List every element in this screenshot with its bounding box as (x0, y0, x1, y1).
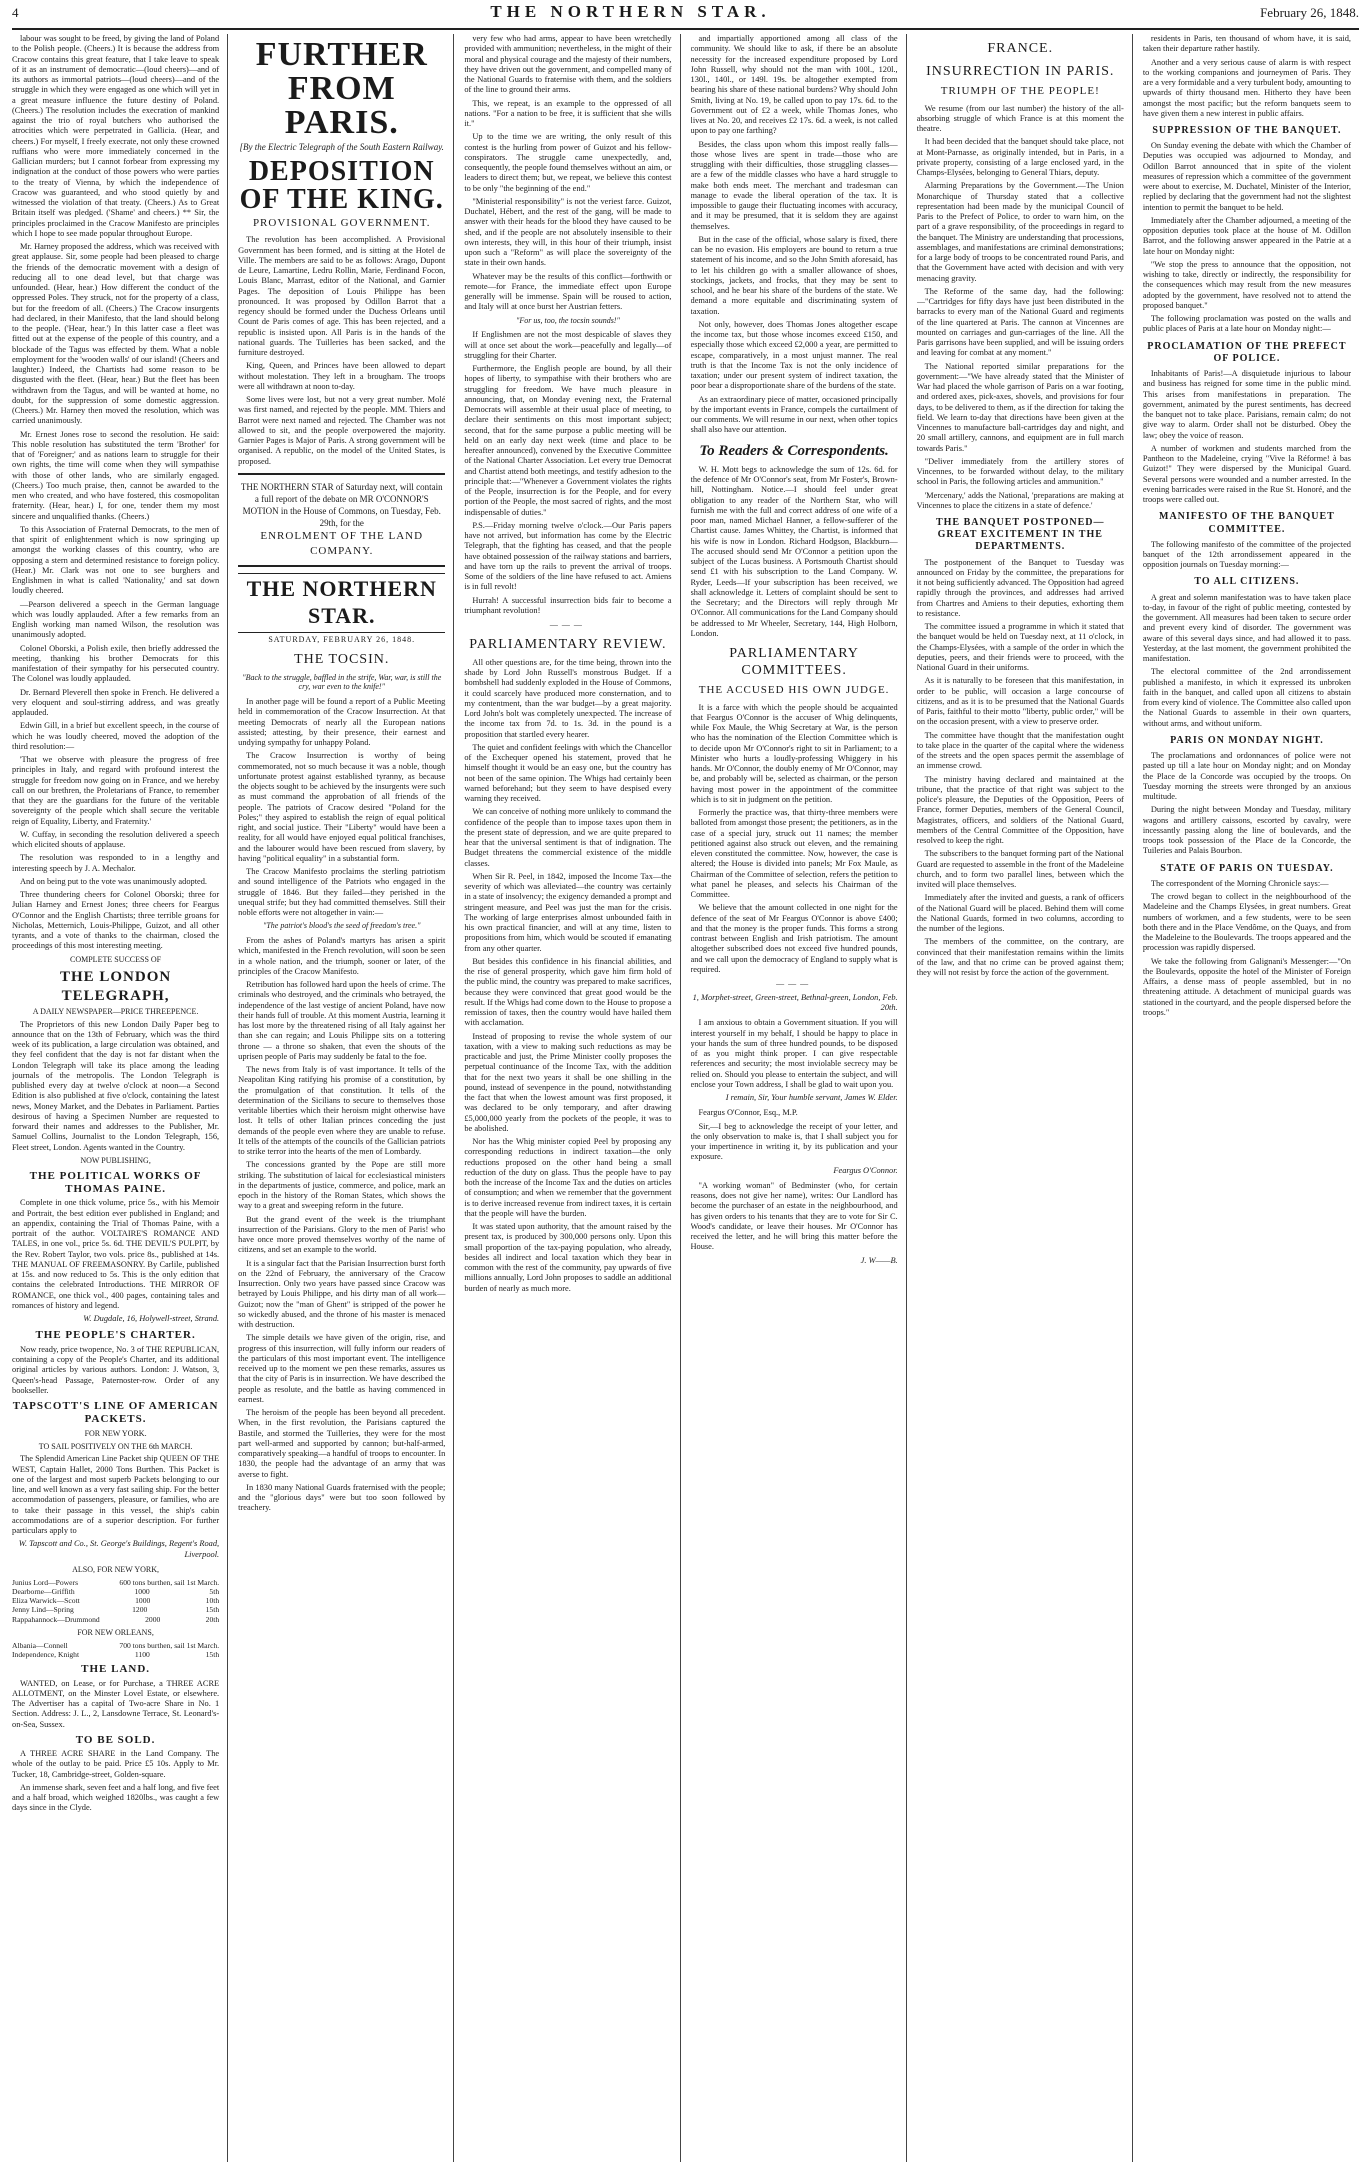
letter-body: I am anxious to obtain a Government situation. If you will interest yourself in my behalf, I should be happy to place in your hands the sum of three hundred pounds, to be disposed of as you might think proper. I can give respectable references and security; the most inviolable secrecy may be relied on. Should you please to entertain the subject, and will enclose your Town address, I shall be glad to wait upon you. (690, 1018, 898, 1089)
section-heading: PARLIAMENTARY COMMITTEES. (729, 646, 859, 679)
notice-box (238, 473, 445, 567)
article-paragraph: residents in Paris, ten thousand of whom have, it is said, taken their departure rather hastily. (1142, 34, 1351, 54)
section-heading: TO ALL CITIZENS. (1194, 576, 1300, 588)
ad-subtitle: FOR NEW YORK. (84, 1428, 147, 1438)
ad-body: The Proprietors of this new London Daily Paper beg to announce that on the 13th of February, which was the third week of its publication, a large circulation was obtained, and they feel confident that the day is not far distant when the London Telegraph will take its place among the leading journals of the metropolis. The London Telegraph is published every day at twelve o'clock at noon—a Second Edition is also published at five o'clock, containing the latest news, Money Market, and the Debates in Parliament. Parties desirous of having a Specimen Number are requested to forward their names and addresses to the Publisher, Mr. Samuel Collins, Journalist to the London Telegraph, 156, Fleet street, London. Agents wanted in the Country. (12, 1019, 220, 1152)
column-3 (464, 34, 680, 2162)
article-paragraph: The committee have thought that the manifestation ought to take place in the quarter of the capital where the wideness of the streets and the open spaces permit the assemblage of an immense crowd. (916, 730, 1124, 771)
section-heading: PROCLAMATION OF THE PREFECT OF POLICE. (1147, 340, 1347, 364)
ad-subtitle: A DAILY NEWSPAPER—PRICE THREEPENCE. (32, 1006, 199, 1016)
newspaper-title: THE NORTHERN STAR. (490, 2, 771, 21)
article-paragraph: Besides, the class upon whom this impost really falls—those whose lives are spent in trade—those who are struggling with their difficulties, those struggling classes—are a few of the middle classes who have a hard struggle to make both ends meet. The merchant and tradesman can manage to evade the liberal operation of the tax. It is impossible to gauge their fluctuating incomes with accuracy, and it may be presumed, that it is seldom they are against themselves. (690, 139, 898, 231)
ad-signature: W. Dugdale, 16, Holywell-street, Strand. (83, 1314, 220, 1324)
ad-body: WANTED, on Lease, or for Purchase, a THREE ACRE ALLOTMENT, on the Minster Lovel Estate, or elsewhere. The Advertiser has a capital of Two-acre Share in No. 1 Section. Address: J. L., 2, Lansdowne Terrace, St. Leonard's-on-Sea, Sussex. (12, 1678, 220, 1729)
section-heading: SUPPRESSION OF THE BANQUET. (1152, 125, 1342, 136)
article-paragraph: But the grand event of the week is the triumphant insurrection of the Parisians. Glory to the men of Paris! who have once more proved themselves worthy of the name of citizens, and set an example to the world. (238, 1214, 446, 1255)
article-paragraph: It is a singular fact that the Parisian Insurrection burst forth on the 22nd of February, the anniversary of the Cracow Insurrection. Only two years have passed since Cracow was betrayed by Louis Philippe, and his dirty man of all work—Guizot; now the "man of Ghent" is stripped of the power he so wickedly abused, and the throne of his master is menaced with destruction. (238, 1258, 446, 1330)
letter-body: Sir,—I beg to acknowledge the receipt of your letter, and the only observation to make is, that I shall subject you for your impertinence in writing it, by its publication and your exposure. (690, 1121, 898, 1162)
article-paragraph: Edwin Gill, in a brief but excellent speech, in the course of which he was loudly cheered, moved the adoption of the third resolution:— (12, 721, 220, 751)
nameplate-title: THE NORTHERN STAR. (238, 573, 445, 633)
ad-subtitle: ALSO, FOR NEW YORK, (72, 1564, 160, 1574)
column-2 (238, 34, 454, 2162)
columns (12, 34, 1359, 2162)
article-paragraph: We resume (from our last number) the history of the all-absorbing struggle of which France is at this moment the theatre. (916, 103, 1124, 134)
section-heading: THE BANQUET POSTPONED—GREAT EXCITEMENT IN THE DEPARTMENTS. (935, 517, 1105, 553)
article-paragraph: "A working woman" of Bedminster (who, for certain reasons, does not give her name), writes: Our Landlord has become the purchaser of an estate in the neighbourhood, and has given orders to his tenants that they are to vote for Sir C. Wood's candidate, or leave their houses. Mr O'Connor has received the letter, and he will bring this matter before the House. (690, 1180, 898, 1252)
ad-body: Complete in one thick volume, price 5s., with his Memoir and Portrait, the best edition ever published in England; and an appendix, containing the Trial of Thomas Paine, with a portrait of the author. VOLTAIRE'S ROMANCE AND TALES, in one vol., price 5s. 6d. THE DEVIL'S PULPIT, by the Rev. Robert Taylor, two vols. price 8s., published at 14s. THE MANUAL OF FREEMASONRY. By Carlile, published at 15s. and now reduced to 5s. This is the only edition that contains the celebrated Introductions. THE MIRROR OF ROMANCE, one thick vol., 400 pages, containing tales and romances of history and legend. (12, 1198, 220, 1310)
article-paragraph: Not only, however, does Thomas Jones altogether escape the income tax, but those whose incomes exceed £150, and especially those which exceed £2,000 a year, are permitted to escape, comparatively, in a most unjust manner. The real truth is that the Income Tax is not the only incidence of taxation; under our present system of indirect taxation, the poor bear a disproportionate share of the burdens of the state. (690, 319, 898, 391)
ad-title: THE POLITICAL WORKS OF THOMAS PAINE. (29, 1169, 202, 1195)
article-paragraph: If Englishmen are not the most despicable of slaves they will at once set about the work—peacefully and legally—of struggling for their Charter. (464, 330, 672, 360)
letter-signature: J. W——B. (860, 1255, 898, 1265)
editorial-nameplate (238, 573, 445, 644)
article-paragraph: To this Association of Fraternal Democrats, to the men of that spirit of enlightenment which is now springing up amongst the working classes of this country, who are opposing a stern and determined resistance to foreign policy. (Hear.) Mr. Clark was not one to see burghers and Englishmen in what is called 'Nationality,' and sat down loudly cheered. (12, 524, 220, 596)
article-paragraph: Immediately after the Chamber adjourned, a meeting of the opposition deputies took place at the house of M. Odillon Barrot, and the following answer appeared in the Patrie at a late hour on Monday night: (1142, 215, 1351, 256)
article-paragraph: Hurrah! A successful insurrection bids fair to become a triumphant revolution! (464, 595, 672, 615)
ad-subtitle: FOR NEW ORLEANS, (77, 1627, 154, 1637)
article-paragraph: The concessions granted by the Pope are still more striking. The substitution of laical for ecclesiastical ministers in the departments of justice, commerce, and police, mark an epoch in the history of the Roman States, which shows the way to a great and sweeping reform in the future. (238, 1160, 446, 1211)
sailing-schedule (12, 1641, 219, 1660)
article-paragraph: Some lives were lost, but not a very great number. Molé was first named, and rejected by the people. MM. Thiers and Barrot were next named and rejected. The Chamber was not allowed to sit, and the people overpowered the majority. Garnier Pages is Major of Paris. A strong government will be organised. A republic, on the model of the United States, is proposed. (238, 395, 446, 466)
article-paragraph: The following proclamation was posted on the walls and public places of Paris at a late hour on Monday night:— (1142, 314, 1351, 334)
letter-signature: Feargus O'Connor. (833, 1165, 898, 1175)
separator: ——— (549, 620, 586, 629)
section-heading: MANIFESTO OF THE BANQUET COMMITTEE. (1159, 511, 1335, 535)
issue-date: February 26, 1848. (1260, 5, 1359, 20)
article-paragraph: But besides this confidence in his financial abilities, and the rise of general prosperity, which gave him firm hold of the public mind, the country was prepared to make sacrifices, because they were convinced that great good would be the result. If the Whigs had come down to the House to propose a remission of taxes, then the country would have hailed them with acclamation. (464, 956, 672, 1028)
page-number: 4 (12, 5, 19, 20)
ad-body: The Splendid American Line Packet ship QUEEN OF THE WEST, Captain Hallet, 2000 Tons Burthen. This Packet is one of the largest and most superb Packets belonging to our line, and well known as a very fast sailing ship. For the better accommodation of passengers, pleasure, or families, who are to take their passage in this vessel, the ship's cabin accommodations are of a superior description. For further particulars apply to (12, 1454, 220, 1536)
article-paragraph: The members of the committee, on the contrary, are convinced that their manifestation remains within the limits of the law, and that no crime can be proved against them; they will not resist by force the action of the government. (916, 937, 1124, 978)
article-paragraph: Three thundering cheers for Colonel Oborski; three for Julian Harney and Ernest Jones; three cheers for Feargus O'Connor and the English Chartists; three terrible groans for Nicholas, Metternich, Louis-Philippe, Guizot, and all other tyrants, and a vote of thanks to the chairman, closed the proceedings of this most interesting meeting. (12, 890, 220, 951)
article-paragraph: King, Queen, and Princes have been allowed to depart without molestation. They left in a brougham. The troops were all withdrawn at noon to-day. (238, 361, 446, 391)
article-paragraph: Retribution has followed hard upon the heels of crime. The criminals who destroyed, and the criminals who betrayed, the independence of the last vestige of ancient Poland, have now their hands full of trouble. At this moment Austria, learning it has lost more by the threatened rising of all Italy against her than she can regain; and Louis Philippe sits on a tottering throne — a throne so shaken, that even the shouts of the uprisen people of Paris may suddenly be fatal to the foe. (238, 980, 446, 1061)
column-1 (12, 34, 228, 2162)
section-heading: PARLIAMENTARY REVIEW. (469, 636, 667, 652)
column-4 (691, 34, 907, 2162)
article-paragraph: The Reforme of the same day, had the following:—"Cartridges for fifty days have just been distributed in the barracks to every man of the National Guard and regiments of the line quartered at Paris. The cannon at Vincennes are mounted on carriages and gun-carriages of the line. All the Paris garrisons have been supplied, and will be issuing orders and leaving for combat at any moment." (916, 286, 1124, 358)
schedule-row: Albania—Connell 700 tons burthen, sail 1st March. (12, 1640, 220, 1650)
article-paragraph: In another page will be found a report of a Public Meeting held in commemoration of the Cracow Insurrection. At that meeting Democrats of nearly all the European nations assisted; attesting, by their presence, their earnest and undying sympathy for unhappy Poland. (238, 697, 446, 748)
section-heading: PARIS ON MONDAY NIGHT. (1170, 734, 1324, 746)
letter-address: 1, Morphet-street, Green-street, Bethnal-green, London, Feb. 20th. (692, 992, 898, 1013)
article-paragraph: During the night between Monday and Tuesday, military wagons and artillery caissons, escorted by cavalry, were incessantly passing along the line of boulevards, and the troops took possession of the Place de la Concorde, the Tuileries and Palais Bourbon. (1142, 805, 1351, 856)
article-paragraph: It is a farce with which the people should be acquainted that Feargus O'Connor is the accuser of Whig delinquents, while Fox Maule, the Whig Secretary at War, is the person who has the nomination of the Election Committee which is to decide upon Mr O'Connor's right to sit in Parliament; to a Minister who hurts a loudly-professing Whiggery in his hands. Mr O'Connor, the doubly enemy of Mr O'Connor, may be, and probably will be, selected as chairman, or the person having most power in the appointment of the committee which is to sit in judgment on the petition. (690, 702, 898, 804)
article-paragraph: W. Cuffay, in seconding the resolution delivered a speech which elicited shouts of applause. (12, 829, 220, 849)
section-heading: STATE OF PARIS ON TUESDAY. (1160, 862, 1334, 874)
article-paragraph: labour was sought to be freed, by giving the land of Poland to the Polish people. (Cheers.) It is because the address from Cracow contains this great feature, that I take leave to speak of it as an instrument of democratic—(loud cheers)—and of its authors as immortal patriots—(loud cheers)—and of the struggle in which they were engaged as one which will yet in a great measure influence the future destiny of Poland. (Cheers.) The resolution includes the execration of mankind against the trio of royal butchers who authorised the atrocities which were perpetrated in Gallicia. (Hear, and cheers.) For myself, I freely execrate, not only these crowned ruffians who were more immediately concerned in the Gallician murders; but I cannot forbear from expressing my indignation at the conduct of those powers who were parties to the treaty of Vienna, by which the independence of Cracow was guaranteed, and who stood quietly by and witnessed the violation of that treaty. (Cheers.) As to Great Britain itself was pledged. ('Shame' and cheers.) ** Sir, the principles proclaimed in the Cracow Manifesto are principles which I hope to see made popular throughout Europe. (12, 34, 220, 238)
subheadline: PROVISIONAL GOVERNMENT. (252, 216, 431, 229)
ad-pretitle: COMPLETE SUCCESS OF (70, 954, 162, 964)
notice-text: THE NORTHERN STAR of Saturday next, will contain a full report of the debate on MR O'CONNOR'S MOTION in the House of Commons, on Tuesday, Feb. 29th, for the (240, 481, 443, 529)
article-paragraph: Dr. Bernard Pleverell then spoke in French. He delivered a very eloquent and soul-stirring address, and was greatly applauded. (12, 687, 220, 717)
article-paragraph: We take the following from Galignani's Messenger:—"On the Boulevards, opposite the hotel of the Minister of Foreign Affairs, a dense mass of people assembled, but in no threatening attitude. A detachment of municipal guards was stationed in the courtyard, and the people dispersed before the troops." (1142, 956, 1351, 1017)
article-paragraph: Mr. Harney proposed the address, which was received with great applause. Sir, some people had been pleased to charge the friends of the democratic movement with a design of reducing all to one dead level, but that charge was unfounded. (Hear, hear.) How different the conduct of the oppressed Poles. They struck, not for the property of a class, but for the freedom of all. (Cheers.) The Cracow insurgents had declared, in their Manifesto, that the land should belong to the people. ('Hear, hear.') In this latter case a fleet was fitted out at the expense of the people of this country, and a blockade of the Tagus was effected by them. What a noble employment for the 'wooden walls' of our island! (Cheers and laughter.) Indeed, the Chartists had some reason to be disgusted with the fleet. (Hear, hear.) But the fleet has been withdrawn from the Tagus, and will be wanted at home, no doubt, for the suppression of some domestic aggression. (Cheers.) Mr. Harney then moved the resolution, which was carried unanimously. (12, 242, 220, 426)
byline: [By the Electric Telegraph of the South Eastern Railway. (239, 142, 444, 152)
article-paragraph: On Sunday evening the debate with which the Chamber of Deputies was occupied was adjourned to Monday, and Odillon Barrot announced that in spite of the violent measures of repression which a committee of the government were about to exercise, M. Duchatel, Minister of the Interior, replied by declaring that the government had not the slightest intention to permit the banquet to be held. (1142, 141, 1351, 212)
ad-title: TAPSCOTT'S LINE OF AMERICAN PACKETS. (12, 1400, 219, 1426)
schedule-row: Eliza Warwick—Scott 1000 10th (12, 1596, 220, 1606)
article-paragraph: The ministry having declared and maintained at the tribune, that the practice of that right was subject to the police's pleasure, the Deputies of the Opposition, Peers of France, former Deputies, members of the General Council, Magistrates, officers, and soldiers of the National Guard, members of the Central Committee of the Opposition, have resolved to keep the right. (916, 774, 1124, 846)
headline: INSURRECTION IN PARIS. (926, 64, 1115, 80)
article-paragraph: As it is naturally to be foreseen that this manifestation, in order to be public, will occasion a large concourse of citizens, and as it is to be presumed that the National Guards of Paris, faithful to their motto "liberty, public order," will be on the occasion present, with a view to preserve order. (916, 676, 1124, 727)
headline: FURTHER FROM PARIS. (255, 36, 428, 141)
article-paragraph: A great and solemn manifestation was to have taken place to-day, in favour of the right of public meeting, contested by the government. All measures had been taken to secure order and prevent every kind of disorder. The government was aware of this several days since, and had allowed it to pass. Yesterday, at the last moment, the government prohibited the manifestation. (1142, 592, 1351, 664)
article-paragraph: The correspondent of the Morning Chronicle says:— (1150, 878, 1329, 888)
article-paragraph: Nor has the Whig minister copied Peel by proposing any corresponding reductions in indirect taxation—the only reductions proposed on the other hand being a small reduction of the duty on glass. Thus the people have to pay both the increase of the Income Tax and the duties on articles of consumption; and when we remember that the government is to derive increased revenue from indirect taxes, it is certain that the people will have the burden. (464, 1137, 672, 1218)
article-paragraph: From the ashes of Poland's martyrs has arisen a spirit which, manifested in the French revolution, will soon be seen in a whole nation, and the triumph, sooner or later, of the principles of the Cracow Manifesto. (238, 936, 446, 976)
letter-signature: I remain, Sir, Your humble servant, James W. Elder. (725, 1093, 898, 1103)
ad-subtitle: TO SAIL POSITIVELY ON THE 6th MARCH. (38, 1441, 193, 1451)
article-paragraph: Immediately after the invited and guests, a rank of officers of the National Guard will be placed. Behind them will come the National Guards, formed in two columns, according to the number of the legions. (916, 893, 1124, 934)
nameplate-date: SATURDAY, FEBRUARY 26, 1848. (268, 634, 416, 644)
article-paragraph: The quiet and confident feelings with which the Chancellor of the Exchequer opened his statement, proved that he himself thought it would be an easy one, but the country has not been of the same opinion. The Whigs had certainly been warned beforehand; but they seem to have despised every warning they received. (464, 742, 672, 804)
article-paragraph: very few who had arms, appear to have been wretchedly provided with ammunition; nevertheless, in the might of their moral and physical courage and the majesty of their numbers, they have driven out the government, and compelled many of the National Guards to fraternise with them, and the soldiers of the line to ground their arms. (464, 34, 672, 95)
section-heading: FRANCE. (987, 41, 1054, 56)
article-paragraph: We believe that the amount collected in one night for the defence of the seat of Mr Feargus O'Connor is above £400; and that the money is the proper funds. This forms a strong contrast between English and Irish patriotism. The amount altogether subscribed does not exceed five hundred pounds, and we call upon the democracy of England to supply what is required. (690, 903, 898, 974)
quote: "The patriot's blood's the seed of freedom's tree." (263, 921, 421, 931)
ad-body: A THREE ACRE SHARE in the Land Company. The whole of the outlay to be paid. Price £5 10s. Apply to Mr. Tucker, 18, Cambridge-street, Golden-square. (12, 1749, 220, 1779)
article-paragraph: Up to the time we are writing, the only result of this contest is the hurling from power of Guizot and his fellow-conspirators. The struggle came unexpectedly, and, consequently, the people found themselves without an aim, or leaders to direct them; but, we repeat, we believe this contest to be only "the beginning of the end." (464, 132, 672, 193)
masthead-rule (12, 28, 1359, 30)
article-paragraph: "Deliver immediately from the artillery stores of Vincennes, to be forwarded without delay, to the military school in Paris, the following articles and ammunition." (916, 456, 1124, 487)
notice-title: ENROLMENT OF THE LAND COMPANY. (260, 530, 424, 558)
article-paragraph: The news from Italy is of vast importance. It tells of the Neapolitan King ratifying his promise of a constitution, by the promulgation of that constitution. It tells of the determination of the Sicilians to secure to themselves those veritable liberties which their heroism might otherwise have lost. It tells of other Italian princes conceding the just demands of the people even where they are unable to refuse. It tells of the attempts of the councils of the Gallician patriots to strike terror into the hearts of the men of Lombardy. (238, 1065, 446, 1157)
ad-body: Now ready, price twopence, No. 3 of THE REPUBLICAN, containing a copy of the People's Charter, and its additional original articles by various authors. London: J. Watson, 3, Queen's-head Passage, Paternoster-row. Order of any bookseller. (12, 1344, 220, 1395)
schedule-row: Junius Lord—Powers 600 tons burthen, sail 1st March. (12, 1577, 220, 1587)
article-paragraph: The subscribers to the banquet forming part of the National Guard are requested to assemble in the front of the Madeleine church, and to form two parallel lines, between which the invited will place themselves. (916, 849, 1124, 890)
article-paragraph: This, we repeat, is an example to the oppressed of all nations. "For a nation to be free, it is sufficient that she wills it." (464, 98, 672, 128)
article-paragraph: It had been decided that the banquet should take place, not at Mont-Parnasse, as originally intended, but in Paris, in a private property, consisting of a large enclosed yard, in the Champs-Elysées, belonging to General Thiars, deputy. (916, 137, 1124, 178)
article-paragraph: We can conceive of nothing more unlikely to command the confidence of the people than to impose taxes upon them in the present state of depression, and we are quite prepared to hear that the universal sentiment is that of indignation. The Budget threatens the commercial existence of the middle classes. (464, 807, 672, 868)
column-6 (1143, 34, 1359, 2162)
article-paragraph: The Cracow Insurrection is worthy of being commemorated, not so much because it was a noble, though unfortunate protest against established tyranny, as because the objects sought to be achieved by the insurgents were such as must command the approbation of all friends of the people. The patriots of Cracow desired "Poland for the Poles;" they aspired to establish the reign of equal political right, and social justice. Their "Liberty" would have been a reality, for all would have enjoyed equal political franchises, and the labourer would have been rescued from slavery, by having "political equality" in a substantial form. (238, 751, 446, 863)
article-paragraph: 'Mercenary,' adds the National, 'preparations are making at Vincennes to place the citizens in a state of defence.' (916, 490, 1124, 510)
separator: ——— (776, 979, 813, 989)
article-paragraph: "Ministerial responsibility" is not the veriest farce. Guizot, Duchatel, Hébert, and the rest of the gang, will be made to answer with their heads for the blood they have caused to be shed, and if the people are not absolutely insensible to their own interests, they will, in this hour of their triumph, insist upon such a "Reform" as will place the sovereignty of the state in their own hands. (464, 196, 672, 268)
article-paragraph: The Cracow Manifesto proclaims the sterling patriotism and sound intelligence of the Patriots who engaged in the struggle of 1846. But they failed—they perished in the unequal strife; but they had committed themselves. Still their noble efforts were not altogether in vain:— (238, 867, 446, 918)
article-paragraph: The simple details we have given of the origin, rise, and progress of this insurrection, will fully inform our readers of the particulars of this most important event. The intelligence received up to the moment we pen these remarks, assures us that the city of Paris is in insurrection. We have described the people as resolute, and the battle as having commenced in earnest. (238, 1333, 446, 1404)
article-paragraph: The following manifesto of the committee of the projected banquet of the 12th arrondissement appeared in the opposition journals on Tuesday morning:— (1142, 539, 1351, 570)
article-paragraph: Formerly the practice was, that thirty-three members were balloted from amongst those present; the petitioners, as in the case of a special jury, struck out 11 names; the member petitioned against also struck out eleven, and the remaining eleven constituted the committee. Now, however, the case is altered; the House is divided into panels; Mr Fox Maule, as Chairman of the Committee of selection, refers the petition to what panel he pleases, and selects his Chairman of the Committee. (690, 808, 898, 900)
article-paragraph: Colonel Oborski, a Polish exile, then briefly addressed the meeting, thanking his brother Democrats for this manifestation of their sympathy for his persecuted country. The Colonel was loudly applauded. (12, 643, 220, 684)
schedule-row: Jenny Lind—Spring 1200 15th (12, 1605, 220, 1615)
ad-signature: W. Tapscott and Co., St. George's Buildings, Regent's Road, Liverpool. (18, 1539, 220, 1559)
column-5 (917, 34, 1133, 2162)
section-heading: To Readers & Correspondents. (699, 442, 889, 459)
article-paragraph: It was stated upon authority, that the amount raised by the present tax, is produced by 300,000 persons only. Upon this small proportion of the tax-paying population, who already, besides all indirect and local taxation which they bear in common with the rest of the community, pay upwards of five millions annually, Lord John proposes to saddle an additional burden of nearly as much more. (464, 1222, 672, 1293)
article-paragraph: The committee issued a programme in which it stated that the banquet would be held on Tuesday next, at 11 o'clock, in the Champs-Elysées, with a sample of the order in which the deputies, peers, and their friends were to proceed, with the National Guard in their uniforms. (916, 622, 1124, 673)
article-paragraph: Furthermore, the English people are bound, by all their hopes of liberty, to sympathise with their brothers who are struggling for freedom. We have much pleasure in announcing, that, on Monday evening next, the Fraternal Democrats will assemble at their usual place of meeting, to declare their sentiments on this most important subject; second, that for the same purpose a public meeting will be held on an early day next week (time and place to be hereafter announced), convened by the Executive Committee of the National Charter Association. Let every true Democrat and Chartist attend both meetings, and testify adhesion to the principle that:—"Whenever a Government violates the rights of the People, insurrection is for the People, and for every portion of the People, the most sacred of rights, and the most indispensable of duties." (464, 364, 672, 517)
masthead (12, 0, 1359, 28)
article-paragraph: Alarming Preparations by the Government.—The Union Monarchique of Thursday stated that a collective representation had been made by the municipal Council of Paris to the Prefect of Police, to order to warn him, on the part of a grave responsibility, of the proceedings in regard to the banquet. The Ministry are understanding that processions, assemblages, and manifestations are criminal demonstrations; for a large body of troops to be concentrated round Paris, and that the Government have acted with decision and with very menacing gravity. (916, 181, 1124, 283)
article-paragraph: In 1830 many National Guards fraternised with the people; and the "glorious days" were but too soon followed by treachery. (238, 1482, 446, 1513)
ad-title: TO BE SOLD. (75, 1733, 156, 1746)
article-paragraph: The resolution was responded to in a lengthy and interesting speech by J. A. Mechalor. (12, 853, 220, 873)
article-paragraph: The revolution has been accomplished. A Provisional Government has been formed, and is sitting at the Hotel de Ville. The members are said to be as follows: Arago, Dupont de Leure, Lamartine, Ledru Rollin, Marie, Ferdinand Focon, Louis Blanc, Marrast, editor of the National, and Garnier Pages. The deposition of Louis Philippe has been pronounced. It was proposed by Odillon Barrot that a regency should be formed under the Duchess Orleans until Count de Paris comes of age. This has been rejected, and a republic is insisted upon. All Paris is in the hands of the national guards. The Tuilleries has been sacked, and the furniture destroyed. (238, 235, 446, 358)
article-paragraph: The postponement of the Banquet to Tuesday was announced on Friday by the committee, the preparations for it not being sufficiently advanced. The Opposition had agreed rapidly through the provinces, and addresses had arrived from Chartres and Amiens to their deputies, exhorting them to resistance. (916, 557, 1124, 618)
ad-title: THE LONDON TELEGRAPH, (59, 969, 172, 1004)
postscript: P.S.—Friday morning twelve o'clock.—Our Paris papers have not arrived, but information has come by the Electric Telegraph, that the fighting has ceased, and that the people have obtained possession of the railway stations and barriers, and have torn up the rails to prevent the arrival of troops. Some of the soldiers of the line have refused to act. Amiens is in full revolt! (464, 520, 672, 592)
correspondents-notes: W. H. Mott begs to acknowledge the sum of 12s. 6d. for the defence of Mr O'Connor's seat, from Mr Foster's, Brown-hill, Nottingham. Notice.—I should feel under great obligation to any reader of the Northern Star, who will furnish me with the full and correct address of one wife of a poor man, named Michael Hanner, a fellow-sufferer of the Chartist cause. James Whittey, the Chartist, is informed that his wife is now in London. Richard Hodgson, Blackburn—The accused should send Mr O'Connor a petition upon the subject of the Lucas business. A Portsmouth Chartist should send £1 with his subscription to the Land Company. W. Ryder, Leeds—If your subscription has been received, we shall acknowledge it. Letters of complaint should be sent to the Secretary; and the Directors will reply through Mr O'Connor. All communications for the Land Company should be addressed to Mr Wheeler, Secretary, 144, High Holborn, London. (690, 464, 898, 638)
article-paragraph: All other questions are, for the time being, thrown into the shade by Lord John Russell's monstrous Budget. If a bombshell had suddenly exploded in the House of Commons, it could scarcely have produced more consternation, and to my contentment, than the war budget—by a great majority. Lord John's bolt was completely unexpected. The increase of the income tax from 7d. to 1s. 3d. in the pound is a proposition that startled every hearer. (464, 657, 672, 739)
subheadline: TRIUMPH OF THE PEOPLE! (940, 85, 1100, 98)
article-paragraph: 'That we observe with pleasure the progress of free principles in Italy, and regard with profound interest the struggle for freedom now going on in France, and we hereby call on our brethren, the Proletarians of France, to remember that they are the guardians for the future of the veritable sovereignty of the people which shall secure the veritable reign of Equality, Liberty, and Fraternity.' (12, 755, 220, 826)
epigraph: "Back to the struggle, baffled in the strife, War, war, is still the cry, war even to the knife!" (242, 672, 442, 692)
headline: DEPOSITION OF THE KING. (239, 155, 444, 215)
schedule-row: Independence, Knight 1100 15th (12, 1649, 220, 1659)
article-paragraph: The proclamations and ordonnances of police were not pasted up till a late hour on Monday night; and on Monday the Place de la Concorde was occupied by the troops. On Tuesday morning the streets were thronged by an anxious multitude. (1142, 751, 1351, 802)
article-paragraph: A number of workmen and students marched from the Pantheon to the Madeleine, crying "Vive la Réforme! à bas Guizot!" They were dispersed by the Municipal Guard. Several persons were wounded and a number arrested. In the evening barricades were raised in the Rue St. Honoré, and the troops were called out. (1142, 443, 1351, 505)
article-paragraph: When Sir R. Peel, in 1842, imposed the Income Tax—the severity of which was alleviated—the country was certainly in a state of insolvency; the exigency demanded a prompt and stringent measure, and Peel was just the man for the crisis. The working of large enterprises almost unbounded faith in his own practical financier, and will at any time, listen to propositions from him, which would be scouted if emanating from any other quarter. (464, 871, 672, 953)
article-paragraph: The electoral committee of the 2nd arrondissement published a manifesto, in which it expressed its unbroken faith in the banquet, and called upon all citizens to abstain from every kind of violence. The Committee also called upon the National Guards to assemble in their own quarters, without arms, and without uniform. (1142, 667, 1351, 728)
schedule-row: Rappahannock—Drummond 2000 20th (12, 1614, 220, 1624)
article-paragraph: Inhabitants of Paris!—A disquietude injurious to labour and business has reigned for some time in the public mind. This arises from manifestations in preparation. The government, animated by the purest sentiments, has decreed the banquet not to take place. Parisians, remain calm; do not give way to alarm. Order shall not be disturbed. Obey the law; obey the voice of reason. (1142, 369, 1351, 440)
article-paragraph: But in the case of the official, whose salary is fixed, there can be no evasion. His employers are bound to return a true statement of his income, and so the John Smith aforesaid, has to let his children go with a smaller allowance of shoes, stockings, jackets, and frocks, that they may be sent to school, and he bear his share of the burdens of the state. We demand a more equitable and discriminating system of taxation. (690, 234, 898, 316)
quote: "For us, too, the tocsin sounds!" (516, 315, 620, 325)
article-paragraph: Another and a very serious cause of alarm is with respect to the working companions and journeymen of Paris. They are a very formidable and a very turbulent body, amounting to upwards of thirty thousand men. Hitherto they have been amongst the most pacific; but the reform banquets seem to have given them a new interest in public affairs. (1142, 57, 1351, 118)
article-paragraph: and impartially apportioned among all class of the community. We should like to ask, if there be an absolute necessity for the increased expenditure proposed by Lord John Russell, why should not the man with 100l., 120l., 130l., 140l., or 149l. 19s. be altogether exempted from bearing his share of these national burdens? Why should John Smith, living at No. 19, be called upon to pay 17s. 6d. to the Government out of £2 a week, while Thomas Jones, who lives at No. 20, and receives £2 17s. 6d. a week, is not called upon to pay one farthing? (690, 34, 898, 136)
ad-title: THE PEOPLE'S CHARTER. (35, 1329, 196, 1342)
article-paragraph: The heroism of the people has been beyond all precedent. When, in the first revolution, the Parisians captured the Bastile, and stormed the Tuilleries, they were for the most part well-armed and supported by cannon; but-half-armed, comparatively speaking—a handful of troops to encounter. In 1830, the people had the advantage of an army that was averse to fight. (238, 1408, 446, 1479)
article-paragraph: And on being put to the vote was unanimously adopted. (20, 876, 208, 886)
schedule-row: Dearborne—Griffith 1000 5th (12, 1586, 220, 1596)
article-paragraph: An immense shark, seven feet and a half long, and five feet and a half broad, which weighed 1820lbs., was caught a few days since in the Clyde. (12, 1782, 220, 1813)
ad-title: THE LAND. (81, 1663, 151, 1676)
ad-pretitle: NOW PUBLISHING, (80, 1155, 151, 1165)
article-paragraph: —Pearson delivered a speech in the German language which was loudly applauded. After a few remarks from an English working man named Wilson, the resolution was unanimously adopted. (12, 599, 220, 640)
subheadline: THE ACCUSED HIS OWN JUDGE. (698, 684, 890, 697)
article-paragraph: "We stop the press to announce that the opposition, not wishing to take, directly or indirectly, the responsibility for the consequences which may result from the new measures adopted by the government, have resolved not to attend the proposed banquet." (1142, 259, 1351, 310)
article-paragraph: The crowd began to collect in the neighbourhood of the Madeleine and the Champs Elysées, in great numbers. Great numbers of workmen, and a few students, were to be seen both there and in the Place Vendôme, on the Quays, and from the Madeleine to the Boulevards. The troops appeared and the procession was rapidly dispersed. (1142, 892, 1351, 953)
article-paragraph: Mr. Ernest Jones rose to second the resolution. He said: This noble resolution has substituted the term 'Brother' for that of 'Foreigner;' and as nations learn to struggle for their own rights, the time will come when they will sympathise with those of other lands, who are similarly engaged. (Cheers.) Too much praise, then, cannot be awarded to the men who created, and who have fostered, this cosmopolitan fraternity. (Hear, hear.) I, for one, tender them my most sincere and unqualified thanks. (Cheers.) (12, 429, 220, 521)
article-paragraph: Whatever may be the results of this conflict—forthwith or remote—for France, the immediate effect upon Europe generally will be immense. Spain will be roused to action, and Italy will at once burst her Austrian fetters. (464, 271, 672, 312)
letter-recipient: Feargus O'Connor, Esq., M.P. (698, 1108, 798, 1118)
article-paragraph: Instead of proposing to revise the whole system of our taxation, with a view to making such reductions as may be practicable and just, the Prime Minister coolly proposes the perpetual continuance of the Income Tax, with the addition that for the next two years it shall be one shilling in the pound, instead of sevenpence in the pound, notwithstanding the fact that when the lowest amount was first proposed, it was declared to be only temporary, and after drawing £5,000,000 yearly from the pockets of the people, it was to be abolished. (464, 1031, 672, 1133)
article-paragraph: As an extraordinary piece of matter, occasioned principally by the important events in France, compels the curtailment of our comments. We will resume in our next, when other topics shall also have our attention. (690, 394, 898, 435)
section-heading: THE TOCSIN. (294, 651, 390, 667)
article-paragraph: The National reported similar preparations for the government:—"We have already stated that the Minister of War had placed the whole garrison of Paris on a war footing, and ordered axes, pick-axes, shovels, and provisions for four days, to be delivered to them, as if the direction for taking the field. We learn to-day that directions have been given at the Vincennes to manufacture ball-cartridges day and night, and 20 small artillery, cannons, and equipment are in full march towards Paris." (916, 361, 1124, 453)
sailing-schedule (12, 1578, 219, 1624)
